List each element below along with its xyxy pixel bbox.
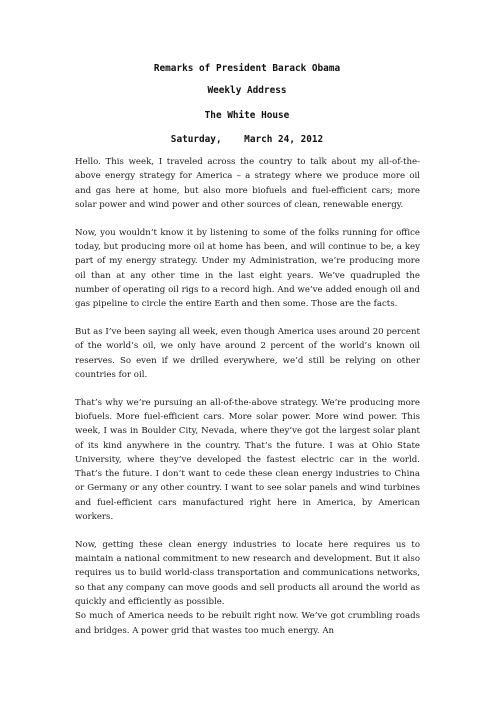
paragraph: But as I’ve been saying all week, even though America uses around 20 percent of the world’s oil, we only have around 2 percent of the world’s known oil reserves. So even if we drilled everywhere, we’d still be relying on other countries for oil. — [75, 326, 420, 380]
document-subtitle: Weekly Address — [207, 85, 287, 96]
document-body — [75, 155, 420, 638]
paragraph: Hello. This week, I traveled across the country to talk about my all-of-the-above energy strategy for America – a strategy where we produce more oil and gas here at home, but also more biofuels and fuel-efficient cars; more solar power and wind power and other sources of clean, renewable energy. — [75, 157, 420, 210]
paragraph: Now, getting these clean energy industries to locate here requires us to maintain a national commitment to new research and development. But it also requires us to build world-class transportation and communications networks, so that any company can move goods and sell products all around the world as quickly and efficiently as possible. — [75, 539, 420, 608]
paragraph: That’s why we’re pursuing an all-of-the-above strategy. We’re producing more biofuels. More fuel-efficient cars. More solar power. More wind power. This week, I was in Boulder City, Nevada, where they’ve got the largest solar plant of its kind anywhere in the country. That’s the future. I was at Ohio State University, where they’ve developed the fastest electric car in the world. That’s the future. I don’t want to cede these clean energy industries to China or Germany or any other country. I want to see solar panels and wind turbines and fuel-efficient cars manufactured right here in America, by American workers. — [75, 397, 420, 523]
document-title: Remarks of President Barack Obama — [153, 63, 341, 74]
paragraph: Now, you wouldn’t know it by listening to some of the folks running for office today, but producing more oil at home has been, and will continue to be, a key part of my energy strategy. Under my Administration, we’re producing more oil than at any other time in the last eight years. We’ve quadrupled the number of operating oil rigs to a record high. And we’ve added enough oil and gas pipeline to circle the entire Earth and then some. Those are the facts. — [75, 227, 420, 310]
document-location: The White House — [204, 110, 290, 121]
document-date: Saturday, March 24, 2012 — [170, 134, 324, 145]
paragraph: So much of America needs to be rebuilt right now. We’ve got crumbling roads and bridges. A power grid that wastes too much energy. An — [75, 611, 420, 636]
